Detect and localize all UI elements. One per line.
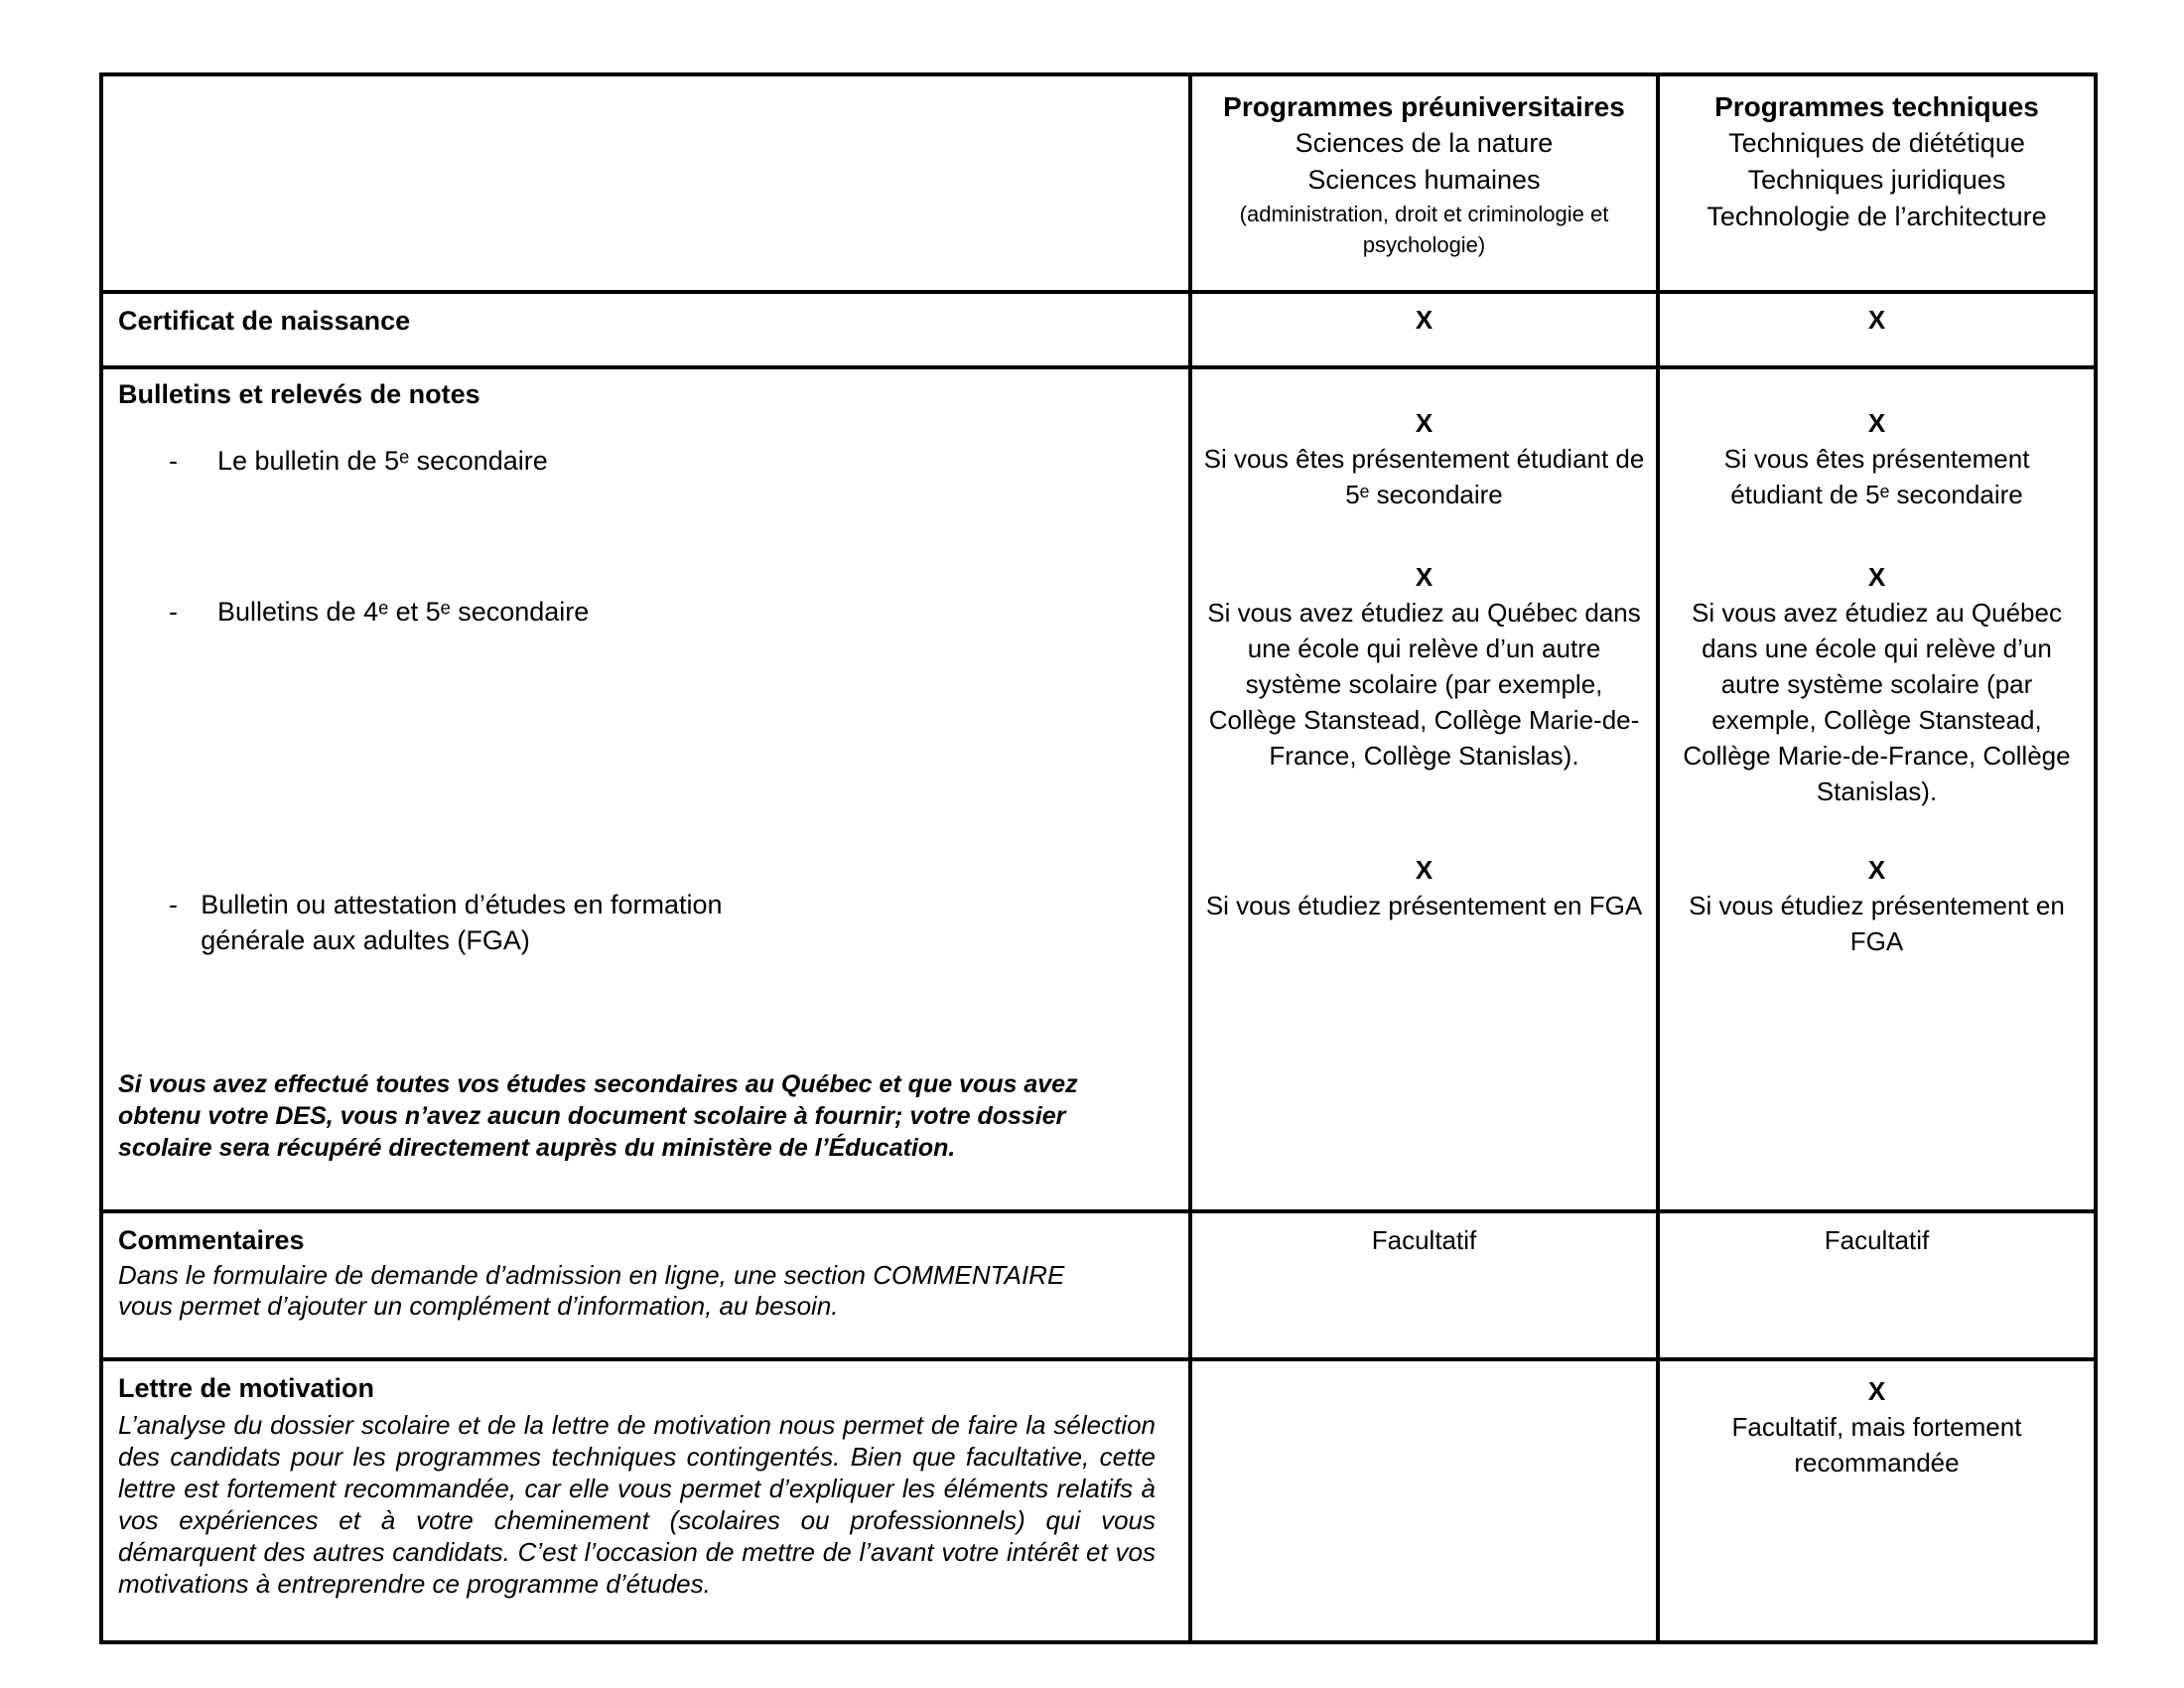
dash-bullet: -: [169, 597, 178, 627]
condition-block: [1670, 559, 2084, 809]
certificat-label-cell: [103, 294, 1188, 365]
program-subnote: (administration, droit et criminologie et psychologie): [1239, 202, 1609, 257]
program-name: Techniques de diététique: [1728, 128, 2025, 158]
commentaires-tech-cell: [1656, 1213, 2094, 1357]
list-item-label: Le bulletin de 5ᵉ secondaire: [217, 446, 548, 476]
condition-text: Si vous étudiez présentement en FGA: [1205, 891, 1643, 920]
lettre-label: Lettre de motivation: [118, 1373, 375, 1403]
x-mark: X: [1415, 855, 1433, 885]
x-mark: X: [1415, 305, 1433, 335]
condition-text: Si vous êtes présentement étudiant de 5ᵉ secondaire: [1203, 444, 1645, 509]
bulletins-heading: Bulletins et relevés de notes: [118, 379, 480, 409]
program-name: Techniques juridiques: [1747, 165, 2006, 195]
lettre-label-cell: [103, 1361, 1188, 1640]
des-note: Si vous avez effectué toutes vos études secondaires au Québec et que vous avez obtenu votre DES, vous n’avez aucun document scolaire à fournir; votre dossier scolaire sera récupéré directement auprès du ministère de l’Éducation.: [118, 1070, 1078, 1162]
commentaires-label-cell: [103, 1213, 1188, 1357]
commentaires-label: Commentaires: [118, 1225, 305, 1255]
table-header-row: [103, 76, 2094, 294]
condition-block: [1202, 852, 1646, 923]
list-item-attestation-fga: [169, 887, 764, 958]
condition-block: [1202, 405, 1646, 512]
x-mark: X: [1867, 855, 1886, 885]
program-name: Technologie de l’architecture: [1706, 202, 2047, 231]
admission-documents-table: [99, 72, 2098, 1644]
facultatif-text: Facultatif: [1824, 1225, 1930, 1255]
list-item-bulletin-5e: [169, 443, 548, 479]
bulletins-preuniv-cell: [1188, 369, 1656, 1209]
bulletins-tech-cell: [1656, 369, 2094, 1209]
techniques-title: Programmes techniques: [1714, 91, 2039, 122]
preuniversitaires-title: Programmes préuniversitaires: [1223, 91, 1625, 122]
row-commentaires: [103, 1213, 2094, 1361]
facultatif-text: Facultatif: [1371, 1225, 1477, 1255]
x-mark: X: [1867, 1376, 1886, 1406]
certificat-tech-cell: [1656, 294, 2094, 365]
row-lettre-motivation: [103, 1361, 2094, 1640]
bulletins-label-cell: [103, 369, 1188, 1209]
commentaires-preuniv-cell: [1188, 1213, 1656, 1357]
x-mark: X: [1415, 408, 1433, 438]
lettre-preuniv-cell: [1188, 1361, 1656, 1640]
commentaires-description: Dans le formulaire de demande d’admission en ligne, une section COMMENTAIRE vous permet d’ajouter un complément d’information, au besoin.: [118, 1260, 1065, 1321]
row-certificat-naissance: [103, 294, 2094, 369]
x-mark: X: [1867, 562, 1886, 592]
condition-block: [1660, 1361, 2094, 1480]
condition-block: [1202, 559, 1646, 774]
list-item-bulletins-4e-5e: [169, 594, 589, 630]
lettre-tech-cell: [1656, 1361, 2094, 1640]
program-name: Sciences de la nature: [1295, 128, 1554, 158]
condition-text: Si vous êtes présentement étudiant de 5ᵉ secondaire: [1723, 444, 2030, 509]
x-mark: X: [1867, 408, 1886, 438]
certificat-label: Certificat de naissance: [118, 306, 411, 336]
x-mark: X: [1415, 562, 1433, 592]
header-techniques: [1656, 76, 2094, 290]
condition-block: [1670, 852, 2084, 959]
row-bulletins-releves: [103, 369, 2094, 1213]
lettre-description: L’analyse du dossier scolaire et de la lettre de motivation nous permet de faire la sélection des candidats pour les programmes techniques contingentés. Bien que facultative, cette lettre est fortement recommandée, car elle vous permet d’expliquer les éléments relatifs à vos expériences et à votre cheminement (scolaires ou professionnels) qui vous démarquent des autres candidats. C’est l’occasion de mettre de l’avant votre intérêt et vos motivations à entreprendre ce programme d’études.: [118, 1410, 1156, 1599]
list-item-label: Bulletin ou attestation d’études en formation générale aux adultes (FGA): [201, 890, 723, 955]
condition-text: Facultatif, mais fortement recommandée: [1731, 1412, 2022, 1477]
condition-text: Si vous étudiez présentement en FGA: [1689, 891, 2065, 956]
condition-text: Si vous avez étudiez au Québec dans une école qui relève d’un autre système scolaire (par exemple, Collège Stanstead, Collège Marie-de-France, Collège Stanislas).: [1683, 598, 2071, 806]
dash-bullet: -: [169, 890, 178, 919]
certificat-preuniv-cell: [1188, 294, 1656, 365]
condition-text: Si vous avez étudiez au Québec dans une école qui relève d’un autre système scolaire (par exemple, Collège Stanstead, Collège Marie-de-France, Collège Stanislas).: [1207, 598, 1641, 771]
header-empty-cell: [103, 76, 1188, 290]
header-preuniversitaires: [1188, 76, 1656, 290]
condition-block: [1670, 405, 2084, 512]
list-item-label: Bulletins de 4ᵉ et 5ᵉ secondaire: [217, 597, 590, 627]
dash-bullet: -: [169, 446, 178, 476]
x-mark: X: [1867, 305, 1886, 335]
program-name: Sciences humaines: [1307, 165, 1541, 195]
